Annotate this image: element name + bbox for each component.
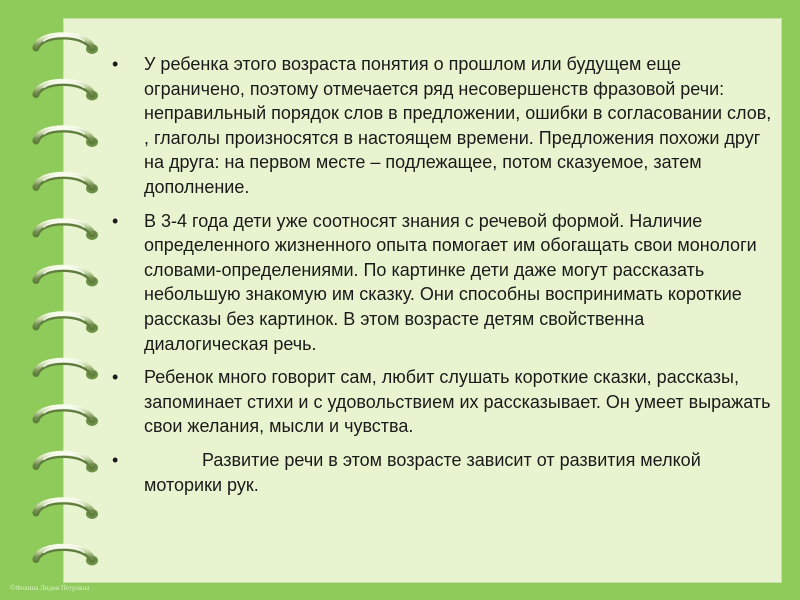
bullet-marker: •: [112, 367, 119, 388]
bullet-text: Ребенок много говорит сам, любит слушать короткие сказки, рассказы, запоминает стихи и с удовольствием их рассказывает. Он умеет выражать свои желания, мысли и чувства.: [144, 367, 771, 437]
binder-ring: [36, 128, 98, 147]
binder-ring: [36, 267, 98, 286]
copyright-text: ©Фокина Лидия Петровна: [10, 584, 90, 592]
binder-ring: [36, 174, 98, 193]
binder-ring: [36, 500, 98, 519]
bullet-item: [112, 52, 772, 200]
binder-ring: [36, 360, 98, 379]
spiral-binding-rings-icon: [0, 0, 120, 600]
bullet-item: [112, 448, 772, 497]
binder-ring: [36, 35, 98, 54]
binder-ring: [36, 314, 98, 333]
binder-ring: [36, 453, 98, 472]
bullet-text: Развитие речи в этом возрасте зависит от развития мелкой моторики рук.: [144, 449, 701, 495]
binder-ring: [36, 407, 98, 426]
bullet-marker: •: [112, 210, 119, 231]
slide-content: [112, 52, 772, 506]
bullet-marker: •: [112, 54, 119, 74]
bullet-text: В 3-4 года дети уже соотносят знания с речевой формой. Наличие определенного жизненного опыта помогает им обогащать свои монологи словами-определениями. По картинке дети даже могут рассказать небольшую знакомую им сказку. Они способны воспринимать короткие рассказы без картинок. В этом возрасте детям свойственна диалогическая речь.: [144, 210, 757, 354]
bullet-text: У ребенка этого возраста понятия о прошлом или будущем еще ограничено, поэтому отмечается ряд несовершенств фразовой речи: неправильный порядок слов в предложении, ошибки в согласовании слов, , глаголы произносятся в настоящем времени. Предложения похожи друг на друга: на первом месте – подлежащее, потом сказуемое, затем дополнение.: [144, 54, 772, 197]
bullet-marker: •: [112, 449, 119, 470]
binder-ring: [36, 81, 98, 100]
binder-ring: [36, 221, 98, 240]
bullet-item: [112, 365, 772, 439]
binder-ring: [36, 546, 98, 565]
bullet-item: [112, 209, 772, 357]
bullet-list: [112, 52, 772, 497]
